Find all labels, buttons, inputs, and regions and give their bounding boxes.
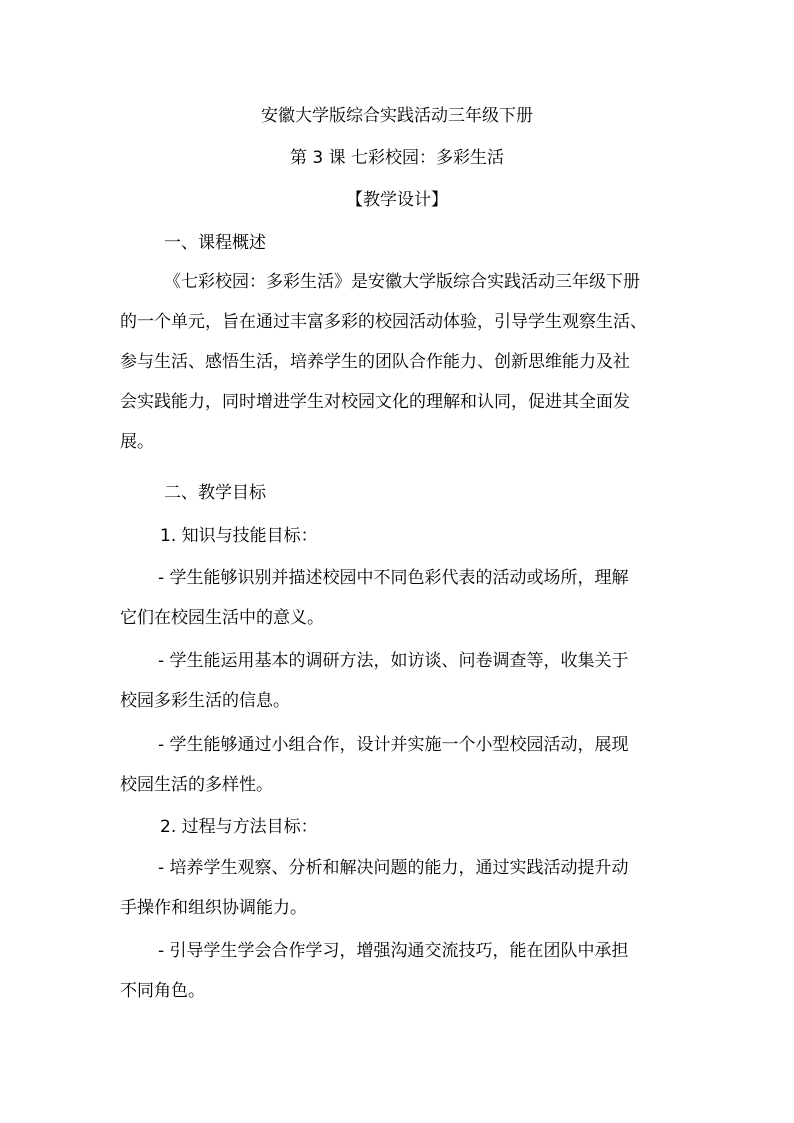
paragraph-line: 展。 — [120, 432, 154, 452]
item-line: 不同角色。 — [120, 981, 205, 1001]
knowledge-item-1 — [120, 558, 676, 638]
item-line: - 学生能够通过小组合作，设计并实施一个小型校园活动，展现 — [158, 735, 629, 755]
item-line: 校园多彩生活的信息。 — [120, 691, 290, 711]
subsection-heading-process: 2. 过程与方法目标： — [160, 817, 318, 837]
item-line: - 学生能够识别并描述校园中不同色彩代表的活动或场所，理解 — [158, 568, 629, 588]
section-heading-overview: 一、课程概述 — [164, 233, 266, 253]
item-line: - 学生能运用基本的调研方法，如访谈、问卷调查等，收集关于 — [158, 651, 629, 671]
paragraph-line: 参与生活、感悟生活，培养学生的团队合作能力、创新思维能力及社 — [120, 352, 630, 372]
item-line: - 培养学生观察、分析和解决问题的能力，通过实践活动提升动 — [158, 858, 629, 878]
section-tag: 【教学设计】 — [346, 190, 448, 210]
process-item-2 — [120, 931, 676, 1011]
subsection-heading-knowledge: 1. 知识与技能目标： — [160, 526, 318, 546]
item-line: 它们在校园生活中的意义。 — [120, 608, 324, 628]
document-title: 安徽大学版综合实践活动三年级下册 — [261, 106, 533, 126]
overview-paragraph — [120, 262, 676, 462]
item-line: - 引导学生学会合作学习，增强沟通交流技巧，能在团队中承担 — [158, 941, 629, 961]
item-line: 校园生活的多样性。 — [120, 775, 273, 795]
knowledge-item-2 — [120, 641, 676, 721]
knowledge-item-3 — [120, 725, 676, 805]
lesson-title: 第 3 课 七彩校园：多彩生活 — [289, 148, 505, 168]
item-line: 手操作和组织协调能力。 — [120, 898, 307, 918]
process-item-1 — [120, 848, 676, 928]
paragraph-line: 的一个单元，旨在通过丰富多彩的校园活动体验，引导学生观察生活、 — [120, 312, 647, 332]
paragraph-line: 《七彩校园：多彩生活》是安徽大学版综合实践活动三年级下册 — [164, 272, 640, 292]
section-heading-goals: 二、教学目标 — [164, 483, 266, 503]
paragraph-line: 会实践能力，同时增进学生对校园文化的理解和认同，促进其全面发 — [120, 392, 630, 412]
